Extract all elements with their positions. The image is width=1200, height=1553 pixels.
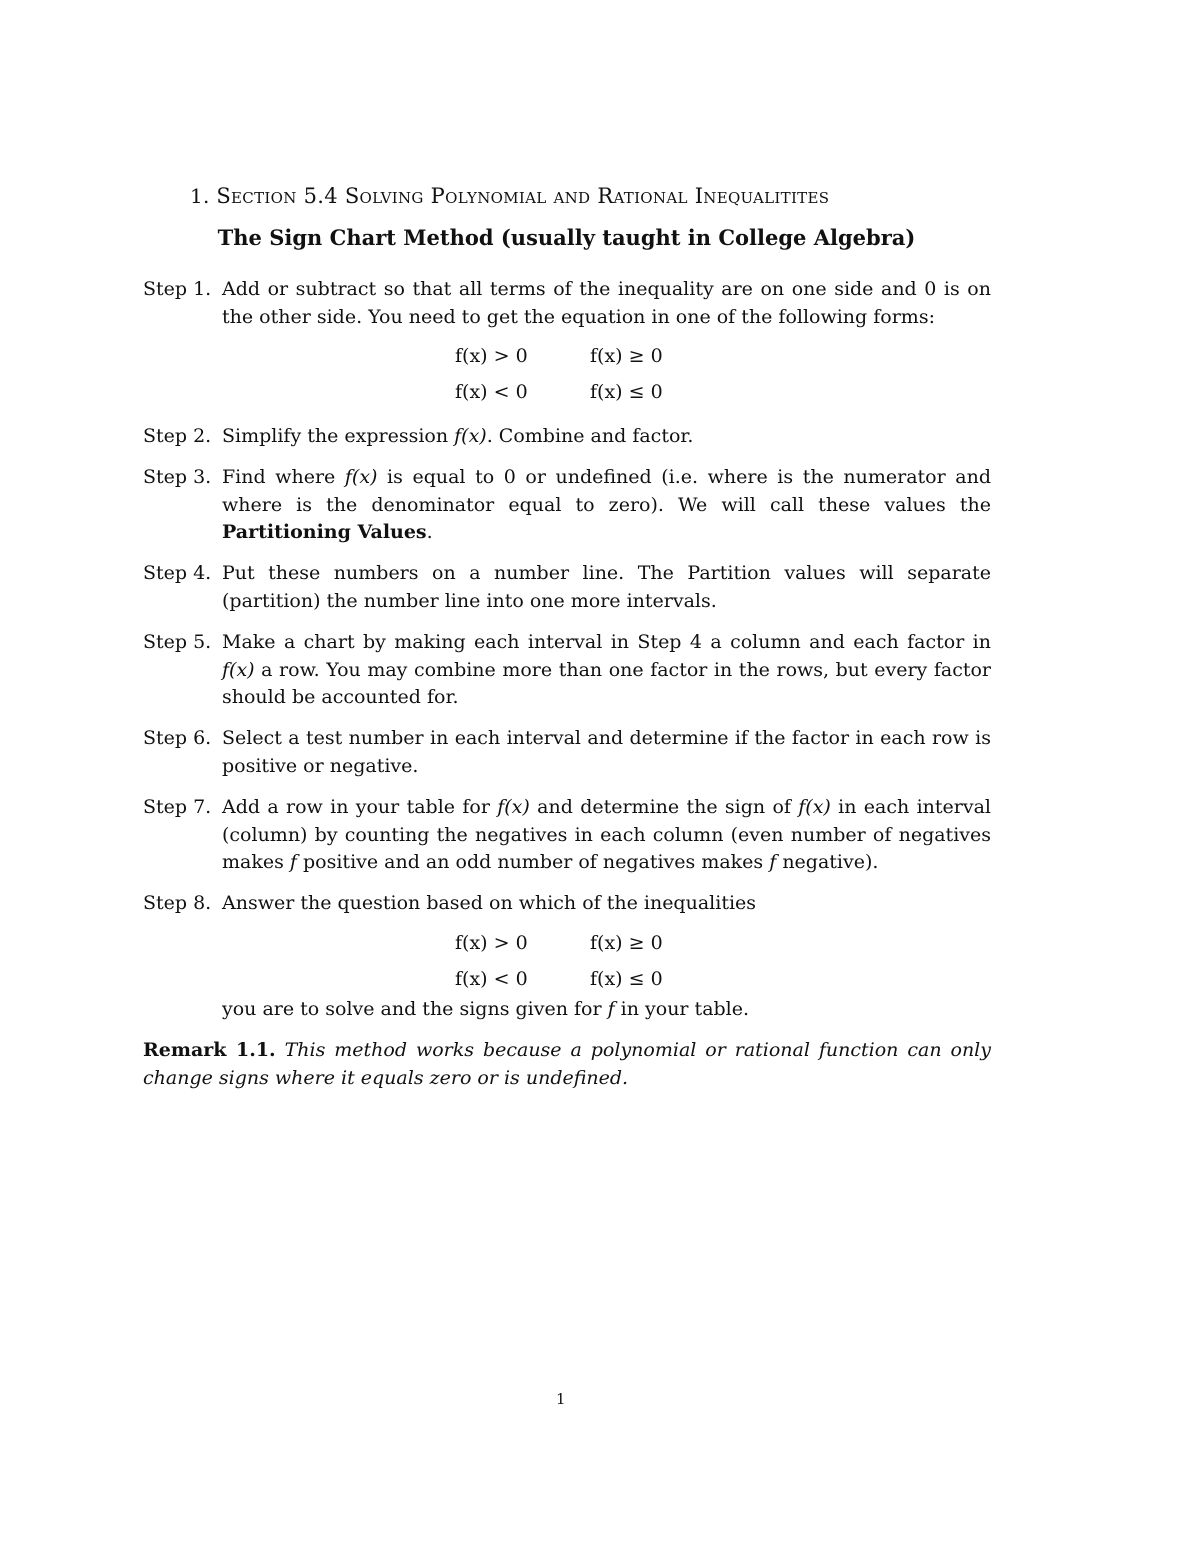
- step-1: [143, 276, 991, 331]
- math-fx: f(x): [344, 466, 378, 488]
- inequality-gt: f(x) > 0: [455, 345, 528, 367]
- step-6: [143, 725, 991, 780]
- step-8-continuation: [143, 996, 991, 1024]
- remark-label: Remark 1.1.: [143, 1039, 276, 1061]
- inequality-ge: f(x) ≥ 0: [590, 345, 663, 367]
- step-text: Select a test number in each interval and determine if the factor in each row is positive or negative.: [222, 727, 991, 777]
- inequality-gt: f(x) > 0: [455, 932, 528, 954]
- step-label: Step 8.: [143, 892, 212, 914]
- step-text: Simplify the expression f(x). Combine and factor.: [222, 425, 694, 447]
- remark-text: This method works because a polynomial or rational function can only change signs where it equals zero or is undefined.: [143, 1039, 991, 1089]
- step-label: Step 1.: [143, 278, 212, 300]
- inequality-lt: f(x) < 0: [455, 968, 528, 990]
- step-2: [143, 423, 991, 451]
- step-label: Step 7.: [143, 796, 212, 818]
- method-title: The Sign Chart Method (usually taught in College Algebra): [217, 225, 916, 250]
- step-text: Answer the question based on which of the inequalities: [222, 892, 757, 914]
- inequality-ge: f(x) ≥ 0: [590, 932, 663, 954]
- math-fx: f(x): [222, 658, 255, 681]
- step-text: Make a chart by making each interval in Step 4 a column and each factor in f(x) a row. You may combine more than one factor in the rows, but every factor should be accounted for.: [222, 631, 991, 708]
- step-text: Find where f(x) is equal to 0 or undefined (i.e. where is the numerator and where is the denominator equal to zero). We will call these values the Partitioning Values.: [222, 466, 991, 543]
- step-8: [143, 890, 991, 918]
- section-heading: [190, 184, 829, 208]
- inequality-le: f(x) ≤ 0: [590, 381, 663, 403]
- step-5: [143, 629, 991, 712]
- step-7: [143, 794, 991, 877]
- step-4: [143, 560, 991, 615]
- page-number: 1: [556, 1390, 566, 1408]
- section-title: Section 5.4 Solving Polynomial and Rational Inequalitites: [216, 184, 830, 208]
- step-label: Step 2.: [143, 425, 212, 447]
- inequality-lt: f(x) < 0: [455, 381, 528, 403]
- step-label: Step 6.: [143, 727, 212, 749]
- remark: [143, 1037, 991, 1092]
- step-label: Step 4.: [143, 562, 212, 584]
- inequality-le: f(x) ≤ 0: [590, 968, 663, 990]
- step-text: Add or subtract so that all terms of the inequality are on one side and 0 is on the other side. You need to get the equation in one of the following forms:: [222, 278, 991, 328]
- inequality-forms-2: [455, 925, 715, 997]
- step-text: Put these numbers on a number line. The Partition values will separate (partition) the number line into one more intervals.: [222, 562, 991, 612]
- step-label: Step 3.: [143, 466, 212, 488]
- step-text: you are to solve and the signs given for f in your table.: [222, 998, 750, 1020]
- math-fx: f(x): [454, 425, 487, 447]
- partitioning-values-term: Partitioning Values: [222, 521, 427, 543]
- inequality-forms-1: [455, 338, 715, 410]
- step-3: [143, 464, 991, 547]
- step-text: Add a row in your table for f(x) and determine the sign of f(x) in each interval (column) by counting the negatives in each column (even number of negatives makes f positive and an odd number of negatives makes f negative).: [222, 796, 991, 873]
- step-label: Step 5.: [143, 631, 212, 653]
- section-number: 1.: [190, 184, 210, 208]
